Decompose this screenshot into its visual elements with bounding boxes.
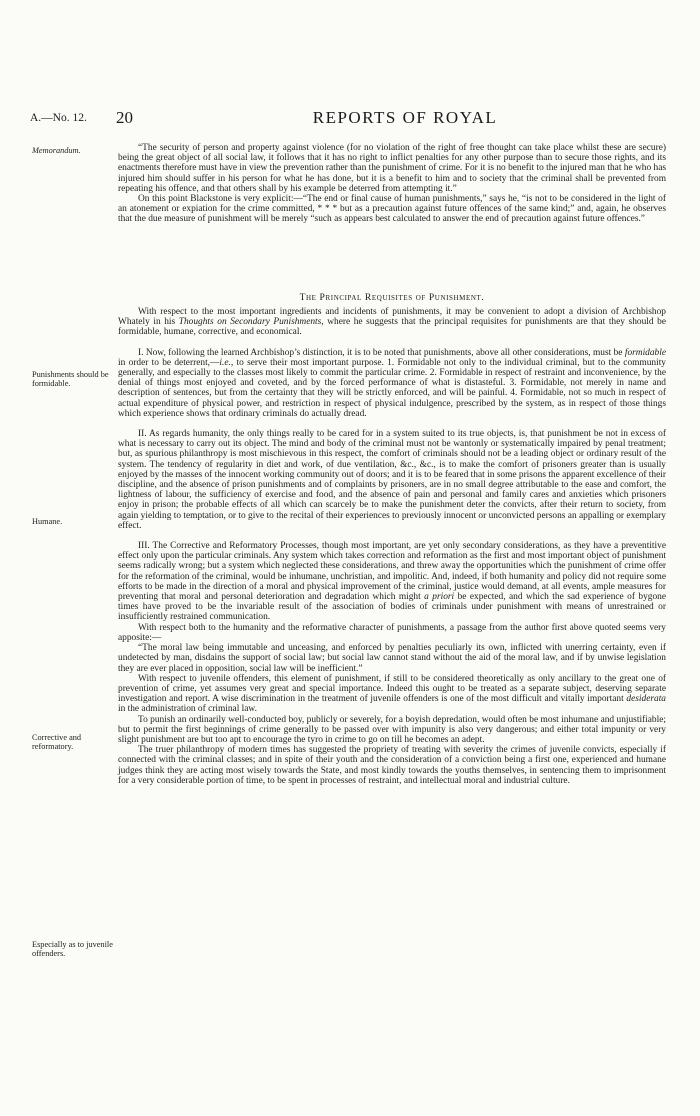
corrective-text-a: III. The Corrective and Reformatory Processes, though most important, are yet only secondary considerations, as they have a preventitive effect only upon the particular criminals. Any system which takes correction and reformation as the first and most important object of punishment seems radically wrong; but a system which neglected these considerations, and threw away the opportunities which the punishment of crime offer for the reformation of the criminal, would be inhumane, unchristian, and impolitic. And, indeed, if both humanity and policy did not require some efforts to be made in the direction of a moral and physical improvement of the criminal, justice would demand, at all events, ample measures for preventing that moral and personal deterioration and degradation which might [118, 541, 666, 603]
requisites-book-title: Thoughts on Secondary Punishments [178, 317, 322, 328]
running-title-wrap [30, 108, 670, 128]
formidable-text-a: I. Now, following the learned Archbishop’s distinction, it is to be noted that punishments, above all other considerations, must be [138, 347, 623, 358]
formidable-text-c: , to serve their most important purpose. 1. Formidable not only to the individual criminal, but to the community generally, and especially to the classes most likely to commit the particular crime. 2. Formidable in respect of restraint and inconvenience, by the denial of things most enjoyed and coveted, and by the forced performance of what is distasteful. 3. Formidable, not merely in name and description of sentences, but from the certainty that they will be strictly enforced, and will be painful. 4. Formidable, not so much in respect of actual expenditure of physical power, and restriction in respect of physical indulgence, prescribed by the system, as in respect of those things which experience shows that ordinary criminals do actually dread. [118, 357, 666, 419]
juvenile-desiderata: desiderata [626, 694, 666, 705]
main-block [118, 307, 666, 786]
intro-block [118, 143, 666, 225]
margin-note-humane: Humane. [32, 517, 63, 526]
paragraph-philanthropy: The truer philanthropy of modern times has suggested the propriety of treating with severity the crimes of juvenile convicts, especially if connected with the criminal classes; and in spite of their youth and the consideration of a conviction being a first one, experienced and humane judges think they are acting most wisely towards the State, and most kindly towards the youths themselves, in sentencing them to imprisonment for a very considerable portion of time, to be spent in processes of restraint, and intellectual moral and industrial culture. [118, 745, 666, 786]
margin-note-corrective: Corrective and reformatory. [32, 733, 82, 751]
margin-note-juvenile: Especially as to juvenile offenders. [32, 940, 113, 958]
paragraph-boyish-depredation: To punish an ordinarily well-conducted boy, publicly or severely, for a boyish depredation, would often be most inhumane and unjustifiable; but to permit the first beginnings of crime generally to be passed over with impunity is also very dangerous; and either total impunity or very slight punishment are but too apt to encourage the tyro in crime to go on till he becomes an adept. [118, 714, 666, 745]
formidable-ie: i.e. [219, 357, 231, 368]
margin-note-formidable: Punishments should be formidable. [32, 370, 109, 388]
section-heading: The Principal Requisites of Punishment. [299, 292, 485, 303]
paragraph-quote-security: “The security of person and property against violence (for no violation of the right of free thought can take place whilst these are secure) being the great object of all social law, it follows that it has no right to inflict penalties for any other purpose than to secure those rights, and its enactments therefore must have in view the prevention rather than the punishment of crime. For it is no benefit to the injured man that he who has injured him should suffer in his person for what he has done, but it is a benefit to him and to society that the criminal shall be prevented from repeating his offence, and that others shall by his example be deterred from attempting it.” [118, 143, 666, 194]
requisites-text-b: , where he suggests that the principal requisites for punishments are that they should be formidable, humane, corrective, and economical. [118, 317, 666, 338]
formidable-text-b: in order to be deterrent,— [118, 357, 220, 368]
paragraph-humanity: II. As regards humanity, the only things really to be cared for in a system suited to its true objects, is, that punishment be not in excess of what is necessary to carry out its object. The mind and body of the criminal must not be wantonly or systematically impaired by penal treatment; but, as spurious philanthropy is most mischievous in this respect, the comfort of criminals should not be a leading object or ordinary result of the system. The tendency of regularity in diet and work, of due ventilation, &c., &c., is to make the comfort of prisoners greater than is usually enjoyed by the masses of the innocent working community out of doors; and it is to be feared that in some prisons the apparent excellence of their discipline, and the absence of prison punishments and of complaints by prisoners, are in no small degree attributable to the ease and comfort, the lightness of labour, the sufficiency of exercise and food, and the absence of pain and personal and family cares and anxieties which prisoners enjoy in prison; the probable effects of all which can scarcely be to make the punishment deter the convicts, after their return to society, from again yielding to temptation, or to give to the recital of their experiences to previously innocent or unconvicted persons an appalling or exemplary effect. [118, 429, 666, 531]
juvenile-text-a: With respect to juvenile offenders, this element of punishment, if still to be considered theoretically as only ancillary to the great one of prevention of crime, yet assumes very great and special importance. Indeed this ought to be treated as a separate subject, deserving separate investigation and report. A wise discrimination in the treatment of juvenile offenders is one of the most difficult and vitally important [118, 673, 666, 705]
paragraph-juvenile [118, 674, 666, 715]
paragraph-corrective [118, 541, 666, 623]
paragraph-requisites [118, 307, 666, 338]
paragraph-formidable [118, 348, 666, 419]
page-header [30, 108, 670, 132]
paragraph-moral-law-quote: “The moral law being immutable and unceasing, and enforced by penalties peculiarly its own, inflicted with unerring certainty, even if undetected by man, disdains the support of social law; but social law cannot stand without the aid of the moral law, and if by unwise legislation they are ever placed in opposition, social law will be inefficient.” [118, 643, 666, 674]
running-title: REPORTS OF ROYAL [312, 108, 498, 127]
margin-note-memorandum: Memorandum. [32, 146, 81, 155]
juvenile-text-b: in the administration of criminal law. [118, 704, 257, 715]
requisites-text-a: With respect to the most important ingredients and incidents of punishments, it may be convenient to adopt a division of Archbishop Whately in his [118, 307, 666, 328]
corrective-text-b: be expected, and which the sad experience of bygone times have proved to be the invariable result of the association of bodies of criminals under punishment with means of unrestrained or insufficiently restrained communication. [118, 592, 667, 623]
paragraph-apposite: With respect both to the humanity and the reformative character of punishments, a passage from the author first above quoted seems very apposite:— [118, 622, 666, 643]
corrective-apriori: a priori [424, 592, 455, 603]
formidable-emphasis: formidable [624, 347, 667, 358]
page-number: 20 [116, 108, 133, 127]
document-reference: A.—No. 12. [30, 112, 87, 124]
paragraph-blackstone: On this point Blackstone is very explicit:—“The end or final cause of human punishments,” says he, “is not to be considered in the light of an atonement or expiation for the crime committed, * * * but as a precaution against future offences of the same kind;” and, again, he observes that the due measure of punishment will be merely “such as appears best calculated to answer the end of precaution against future offences.” [118, 194, 666, 225]
